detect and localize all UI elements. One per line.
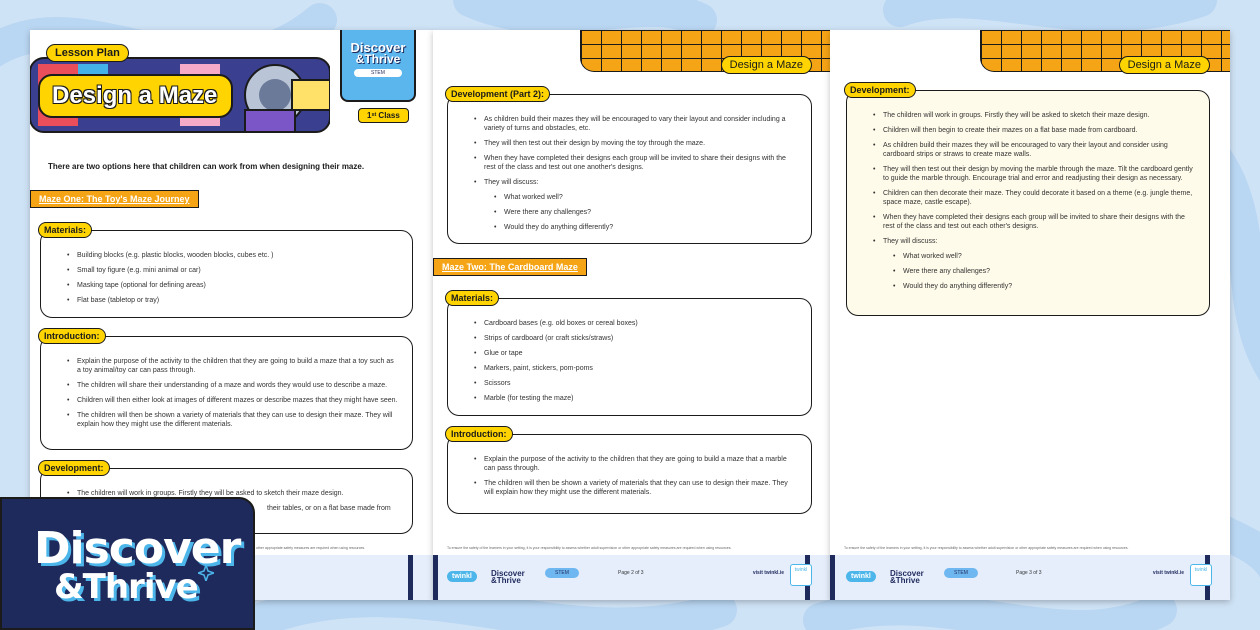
list-item: • Children can then decorate their maze. They could decorate it based on a theme (e.g. jungle theme, space maze, castle escape). xyxy=(873,189,1195,207)
logo-line-1: Discover xyxy=(34,523,241,574)
page-number: Page 3 of 3 xyxy=(1016,570,1042,576)
safety-notice: other appropriate safety measures are required when using resources. xyxy=(256,546,366,550)
list-item: • When they have completed their designs each group will be invited to share their designs with the rest of the class and test out each other's designs. xyxy=(873,213,1195,231)
badge-icon: twinkl xyxy=(1190,564,1212,586)
discover-thrive-logo: Discover &Thrive STEM xyxy=(340,30,416,102)
list-item: • Explain the purpose of the activity to the children that they are going to build a maze that a toy such as a toy animal/toy car can pass through. xyxy=(67,357,398,375)
list-subitem: • What worked well? xyxy=(474,193,797,202)
list-item: • When they have completed their designs each group will be invited to share their designs with the rest of the class and test out one another's designs. xyxy=(474,154,797,172)
header-title: Design a Maze xyxy=(721,56,812,74)
footer-stripe xyxy=(408,555,413,600)
discover-thrive-mini-logo: Discover &Thrive xyxy=(890,569,924,585)
list-item: • The children will then be shown a variety of materials that they can use to design their maze. They will explain how they might use the different materials. xyxy=(67,411,398,429)
list-item: • Children will then begin to create their mazes on a flat base made from cardboard. xyxy=(873,126,1195,135)
materials-box xyxy=(447,293,812,416)
introduction-box xyxy=(40,331,413,450)
discover-thrive-corner-logo xyxy=(0,497,255,630)
twinkl-logo: twinkl xyxy=(447,571,477,582)
list-subitem: • Were there any challenges? xyxy=(474,208,797,217)
list-item: • Children will then either look at images of different mazes or describe mazes that they might have seen. xyxy=(67,396,398,405)
list-item: • As children build their mazes they will be encouraged to vary their layout and consider including a variety of turns and obstacles, etc. xyxy=(474,115,797,133)
stem-pill: STEM xyxy=(944,568,978,578)
visit-link[interactable]: visit twinkl.ie xyxy=(752,570,784,576)
footer-stripe xyxy=(830,555,835,600)
list-item: • Strips of cardboard (or craft sticks/straws) xyxy=(474,334,797,343)
lesson-page-3 xyxy=(830,30,1230,600)
list-item: • As children build their mazes they will be encouraged to vary their layout and consider using cardboard strips or straws to create maze walls. xyxy=(873,141,1195,159)
page-title: Design a Maze xyxy=(38,74,233,118)
list-item: • The children will share their understanding of a maze and words they would use to describe a maze. xyxy=(67,381,398,390)
introduction-tag: Introduction: xyxy=(445,426,513,442)
list-item: • The children will work in groups. Firstly they will be asked to sketch their maze design. xyxy=(873,111,1195,120)
list-subitem: • Would they do anything differently? xyxy=(474,223,797,232)
development-part2-tag: Development (Part 2): xyxy=(445,86,550,102)
introduction-box xyxy=(447,429,812,514)
intro-text: There are two options here that children can work from when designing their maze. xyxy=(48,162,365,171)
list-item: • They will discuss: xyxy=(873,237,1195,246)
discover-thrive-mini-logo: Discover &Thrive xyxy=(491,569,525,585)
list-item: • Explain the purpose of the activity to the children that they are going to build a maze that a marble can pass through. xyxy=(474,455,797,473)
twinkl-logo: twinkl xyxy=(846,571,876,582)
development-tag: Development: xyxy=(38,460,110,476)
list-subitem: • Would they do anything differently? xyxy=(873,282,1195,291)
list-item: • The children will work in groups. Firstly they will be asked to sketch their maze design. xyxy=(67,489,398,498)
list-subitem: • What worked well? xyxy=(873,252,1195,261)
badge-icon: twinkl xyxy=(790,564,812,586)
materials-tag: Materials: xyxy=(38,222,92,238)
list-item: • They will then test out their design by moving the toy through the maze. xyxy=(474,139,797,148)
list-item: • They will discuss: xyxy=(474,178,797,187)
list-subitem: • Were there any challenges? xyxy=(873,267,1195,276)
maze-two-heading: Maze Two: The Cardboard Maze xyxy=(433,258,587,276)
list-item: • Masking tape (optional for defining areas) xyxy=(67,281,398,290)
list-item: • Cardboard bases (e.g. old boxes or cereal boxes) xyxy=(474,319,797,328)
materials-tag: Materials: xyxy=(445,290,499,306)
list-item: • Marble (for testing the maze) xyxy=(474,394,797,403)
list-item: • their tables, or on a flat base made from xyxy=(67,504,398,513)
materials-box xyxy=(40,225,413,318)
footer-stripe xyxy=(433,555,438,600)
page-number: Page 2 of 3 xyxy=(618,570,644,576)
maze-one-heading: Maze One: The Toy's Maze Journey xyxy=(30,190,199,208)
header-title: Design a Maze xyxy=(1119,56,1210,74)
lesson-page-2 xyxy=(433,30,830,600)
list-item: • The children will then be shown a variety of materials that they can use to design their maze. They will explain how they might use the different materials. xyxy=(474,479,797,497)
list-item: • Flat base (tabletop or tray) xyxy=(67,296,398,305)
sparkle-icon xyxy=(198,565,214,581)
list-item: • Glue or tape xyxy=(474,349,797,358)
development-box xyxy=(846,85,1210,316)
development-tag: Development: xyxy=(844,82,916,98)
list-item: • Building blocks (e.g. plastic blocks, wooden blocks, cubes etc. ) xyxy=(67,251,398,260)
stem-pill: STEM xyxy=(354,69,402,77)
lesson-plan-tag: Lesson Plan xyxy=(46,44,129,62)
list-item: • Scissors xyxy=(474,379,797,388)
visit-link[interactable]: visit twinkl.ie xyxy=(1152,570,1184,576)
list-item: • They will then test out their design by moving the marble through the maze. Tilt the cardboard gently to guide the marble through. Encourage trial and error and readjusting their design as necessary. xyxy=(873,165,1195,183)
development-part2-box xyxy=(447,89,812,244)
safety-notice: To ensure the safety of the learners in your setting, it is your responsibility to assess whether adult supervision or other appropriate safety measures are required when using resources. xyxy=(844,546,1129,550)
stem-pill: STEM xyxy=(545,568,579,578)
introduction-tag: Introduction: xyxy=(38,328,106,344)
list-item: • Small toy figure (e.g. mini animal or car) xyxy=(67,266,398,275)
logo-line-2: &Thrive xyxy=(54,567,198,607)
list-item: • Markers, paint, stickers, pom-poms xyxy=(474,364,797,373)
class-badge: 1ˢᵗ Class xyxy=(358,108,409,123)
safety-notice: To ensure the safety of the learners in your setting, it is your responsibility to assess whether adult supervision or other appropriate safety measures are required when using resources. xyxy=(447,546,732,550)
